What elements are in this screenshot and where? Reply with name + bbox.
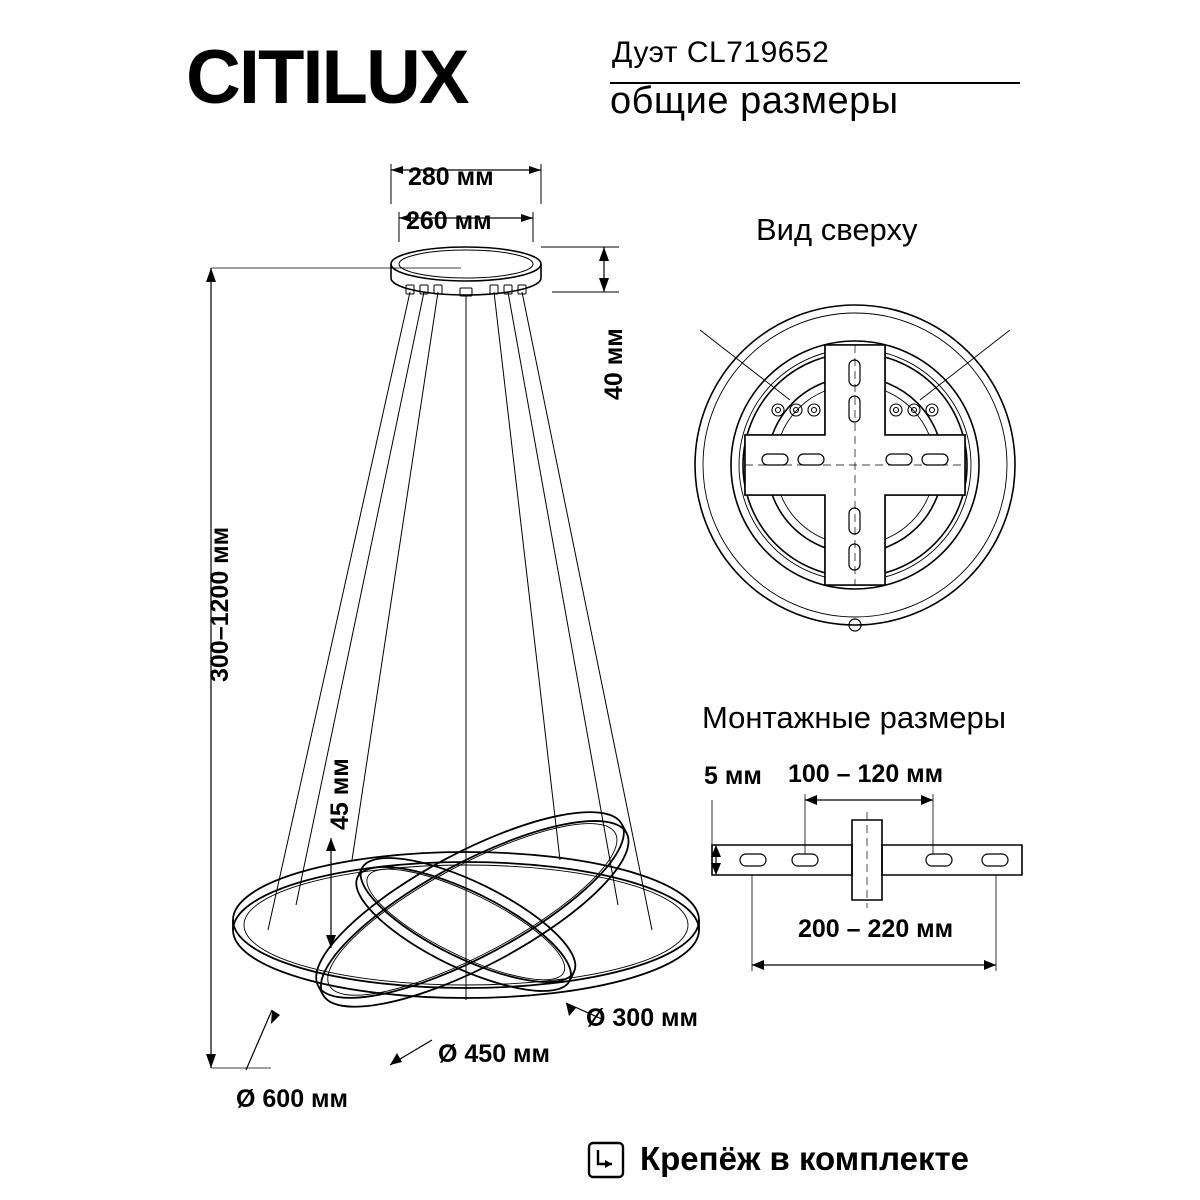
dim-canopy-outer: 280 мм [408, 163, 494, 191]
top-view-title: Вид сверху [756, 212, 918, 247]
dim-ring-small: Ø 300 мм [586, 1004, 699, 1032]
dim-suspension-range: 300–1200 мм [206, 526, 234, 682]
dim-ring-mid: Ø 450 мм [438, 1040, 551, 1068]
product-model: Дуэт CL719652 [612, 36, 830, 69]
dim-mount-inner: 100 – 120 мм [788, 760, 944, 788]
mount-title: Монтажные размеры [702, 700, 1007, 735]
drawing-subtitle: общие размеры [610, 80, 899, 122]
dim-ring-large: Ø 600 мм [236, 1085, 349, 1113]
mounting-kit-icon [586, 1140, 626, 1180]
dim-mount-outer: 200 – 220 мм [798, 915, 954, 943]
dim-plate-thickness: 5 мм [704, 762, 762, 790]
dim-ring-thickness: 45 мм [326, 758, 354, 830]
dim-canopy-height: 40 мм [600, 328, 628, 400]
footer-note: Крепёж в комплекте [640, 1140, 970, 1177]
brand-logo: CITILUX [186, 35, 468, 120]
dim-canopy-inner: 260 мм [406, 207, 492, 235]
